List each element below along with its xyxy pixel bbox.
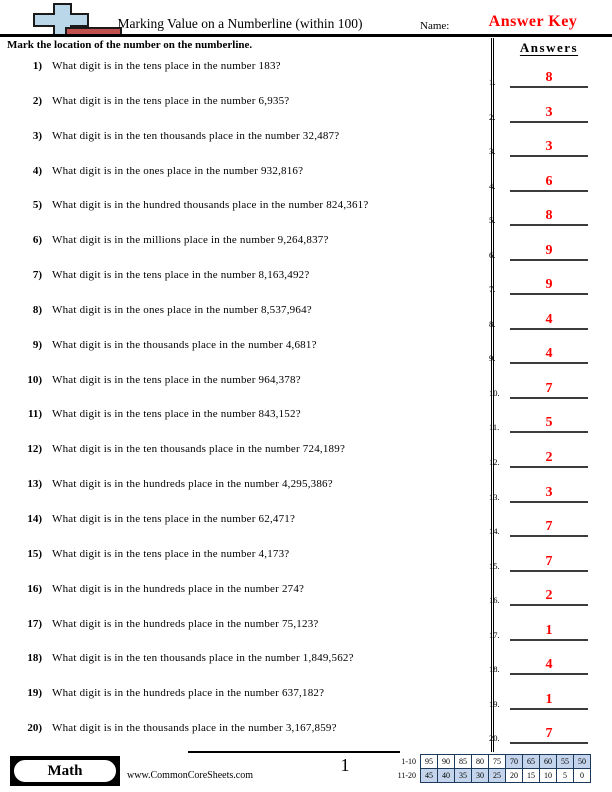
answer-row	[488, 98, 600, 133]
question-row	[14, 266, 484, 301]
answer-value: 5	[545, 415, 553, 431]
score-cell: 70	[506, 755, 523, 769]
answer-number: 17.	[489, 629, 500, 640]
answer-row	[488, 650, 600, 685]
answer-number: 3.	[489, 146, 496, 157]
answer-value: 3	[545, 139, 553, 155]
question-row	[14, 510, 484, 545]
answer-row	[488, 167, 600, 202]
answer-blank	[510, 167, 588, 192]
answer-row	[488, 616, 600, 651]
answer-value: 4	[545, 657, 553, 673]
score-cell: 95	[421, 755, 438, 769]
question-row	[14, 371, 484, 406]
answer-number: 13.	[489, 491, 500, 502]
score-cell: 35	[455, 769, 472, 783]
answer-row	[488, 408, 600, 443]
question-row	[14, 475, 484, 510]
answer-blank	[510, 650, 588, 675]
question-row	[14, 649, 484, 684]
question-number: 4)	[32, 164, 42, 177]
answer-number: 5.	[489, 215, 496, 226]
question-row	[14, 545, 484, 580]
answer-number: 4.	[489, 180, 496, 191]
answer-blank	[510, 63, 588, 88]
question-text: What digit is in the millions place in the number 9,264,837?	[52, 234, 329, 247]
score-row-1-label: 1-10	[401, 757, 416, 766]
answer-blank	[510, 270, 588, 295]
score-row-2	[384, 769, 591, 783]
answer-blank	[510, 98, 588, 123]
answer-row	[488, 443, 600, 478]
question-row	[14, 684, 484, 719]
question-row	[14, 92, 484, 127]
question-number: 11)	[27, 408, 42, 421]
answer-blank	[510, 685, 588, 710]
answer-blank	[510, 374, 588, 399]
score-cell: 65	[523, 755, 540, 769]
answer-number: 18.	[489, 664, 500, 675]
answer-row	[488, 719, 600, 754]
answer-blank	[510, 443, 588, 468]
question-number: 20)	[27, 722, 42, 735]
answer-number: 14.	[489, 526, 500, 537]
score-cell: 80	[472, 755, 489, 769]
answer-value: 9	[545, 277, 553, 293]
question-row	[14, 615, 484, 650]
answer-number: 6.	[489, 249, 496, 260]
answer-number: 1.	[489, 77, 496, 87]
question-row	[14, 440, 484, 475]
score-cell: 0	[574, 769, 591, 783]
answer-value: 8	[545, 208, 553, 224]
answer-value: 7	[545, 553, 553, 569]
question-text: What digit is in the tens place in the number 183?	[52, 60, 281, 72]
question-number: 6)	[32, 234, 42, 247]
answer-row	[488, 374, 600, 409]
question-row	[14, 196, 484, 231]
answer-value: 6	[545, 173, 553, 189]
subject-label: Math	[13, 759, 117, 783]
question-text: What digit is in the hundreds place in the number 637,182?	[52, 687, 325, 700]
answer-value: 4	[545, 311, 553, 327]
question-row	[14, 719, 484, 754]
answer-blank	[510, 719, 588, 744]
question-text: What digit is in the tens place in the number 843,152?	[52, 408, 301, 421]
question-text: What digit is in the hundred thousands place in the number 824,361?	[52, 199, 369, 212]
question-number: 8)	[32, 303, 42, 316]
answer-row	[488, 236, 600, 271]
answer-blank	[510, 547, 588, 572]
question-row	[14, 405, 484, 440]
question-text: What digit is in the ten thousands place in the number 1,849,562?	[52, 652, 354, 665]
score-cell: 85	[455, 755, 472, 769]
score-cell: 40	[438, 769, 455, 783]
subject-badge	[10, 756, 120, 786]
question-text: What digit is in the ones place in the number 932,816?	[52, 164, 304, 177]
score-cell: 15	[523, 769, 540, 783]
question-text: What digit is in the tens place in the number 964,378?	[52, 373, 301, 386]
question-text: What digit is in the tens place in the number 4,173?	[52, 547, 290, 560]
answer-number: 7.	[489, 284, 496, 295]
question-row	[14, 580, 484, 615]
question-number: 12)	[27, 443, 42, 456]
score-cell: 45	[421, 769, 438, 783]
score-cell: 30	[472, 769, 489, 783]
answer-value: 8	[545, 70, 553, 85]
answer-row	[488, 339, 600, 374]
answer-value: 2	[545, 450, 553, 466]
question-text: What digit is in the hundreds place in the number 274?	[52, 582, 305, 595]
question-text: What digit is in the ten thousands place in the number 724,189?	[52, 443, 346, 456]
question-number: 18)	[27, 652, 42, 665]
footer-rule	[188, 751, 400, 753]
answer-value: 4	[545, 346, 553, 362]
answer-row	[488, 547, 600, 582]
question-row	[14, 301, 484, 336]
answer-value: 1	[545, 622, 553, 638]
answer-number: 8.	[489, 318, 496, 329]
answer-row	[488, 581, 600, 616]
question-row	[14, 57, 484, 92]
question-list	[14, 57, 484, 754]
question-number: 17)	[27, 617, 42, 630]
answer-blank	[510, 478, 588, 503]
question-text: What digit is in the hundreds place in the number 4,295,386?	[52, 478, 333, 491]
answer-row	[488, 305, 600, 340]
question-number: 16)	[27, 582, 42, 595]
answer-row	[488, 132, 600, 167]
question-text: What digit is in the ten thousands place in the number 32,487?	[52, 129, 340, 142]
score-cell: 75	[489, 755, 506, 769]
name-label: Name:	[420, 20, 450, 32]
answers-column-header: Answers	[519, 40, 579, 55]
answer-row	[488, 63, 600, 98]
answer-row	[488, 478, 600, 513]
answer-number: 15.	[489, 560, 500, 571]
question-number: 7)	[32, 269, 42, 282]
question-text: What digit is in the tens place in the number 8,163,492?	[52, 269, 310, 282]
score-row-2-label: 11-20	[397, 771, 416, 780]
score-cell: 20	[506, 769, 523, 783]
answer-number: 12.	[489, 457, 500, 468]
answer-blank	[510, 236, 588, 261]
answer-row	[488, 512, 600, 547]
answer-row	[488, 201, 600, 236]
answer-list	[488, 63, 600, 754]
page-title: Marking Value on a Numberline (within 100)	[117, 16, 363, 31]
answer-blank	[510, 408, 588, 433]
instruction-text: Mark the location of the number on the numberline.	[7, 39, 253, 51]
question-text: What digit is in the tens place in the number 6,935?	[52, 94, 290, 107]
question-number: 9)	[32, 338, 42, 351]
score-table	[384, 754, 591, 783]
answer-value: 3	[545, 104, 553, 120]
answer-value: 7	[545, 380, 553, 396]
score-cell: 25	[489, 769, 506, 783]
question-number: 10)	[27, 373, 42, 386]
score-cell: 10	[540, 769, 557, 783]
answer-blank	[510, 581, 588, 606]
question-text: What digit is in the thousands place in the number 3,167,859?	[52, 722, 337, 735]
website-text: www.CommonCoreSheets.com	[127, 770, 254, 781]
answer-row	[488, 685, 600, 720]
question-text: What digit is in the ones place in the number 8,537,964?	[52, 303, 312, 316]
answer-key-label: Answer Key	[488, 13, 578, 30]
answer-blank	[510, 132, 588, 157]
answer-number: 16.	[489, 595, 500, 606]
answer-number: 11.	[489, 422, 500, 433]
question-number: 1)	[32, 60, 42, 72]
question-row	[14, 336, 484, 371]
question-row	[14, 162, 484, 197]
question-number: 15)	[27, 547, 42, 560]
answer-number: 2.	[489, 111, 496, 122]
question-row	[14, 231, 484, 266]
answer-number: 20.	[489, 733, 500, 744]
answer-number: 19.	[489, 698, 500, 709]
score-cell: 60	[540, 755, 557, 769]
answer-value: 3	[545, 484, 553, 500]
question-number: 19)	[27, 687, 42, 700]
header-rule	[0, 34, 612, 37]
score-cell: 50	[574, 755, 591, 769]
score-cell: 55	[557, 755, 574, 769]
answer-blank	[510, 305, 588, 330]
answer-blank	[510, 616, 588, 641]
answer-value: 7	[545, 519, 553, 535]
answer-row	[488, 270, 600, 305]
question-number: 13)	[27, 478, 42, 491]
answer-blank	[510, 201, 588, 226]
answer-number: 9.	[489, 353, 496, 364]
question-number: 5)	[32, 199, 42, 212]
question-number: 3)	[32, 129, 42, 142]
answer-number: 10.	[489, 387, 500, 398]
score-cell: 5	[557, 769, 574, 783]
page-number: 1	[340, 755, 350, 775]
question-text: What digit is in the hundreds place in the number 75,123?	[52, 617, 319, 630]
question-row	[14, 127, 484, 162]
question-number: 2)	[32, 94, 42, 107]
question-text: What digit is in the thousands place in the number 4,681?	[52, 338, 317, 351]
answer-value: 7	[545, 726, 553, 742]
score-row-1	[384, 755, 591, 769]
score-cell: 90	[438, 755, 455, 769]
answer-blank	[510, 512, 588, 537]
question-number: 14)	[27, 512, 42, 525]
answer-blank	[510, 339, 588, 364]
answer-value: 9	[545, 242, 553, 258]
question-text: What digit is in the tens place in the number 62,471?	[52, 512, 296, 525]
answer-value: 1	[545, 691, 553, 707]
answer-value: 2	[545, 588, 553, 604]
